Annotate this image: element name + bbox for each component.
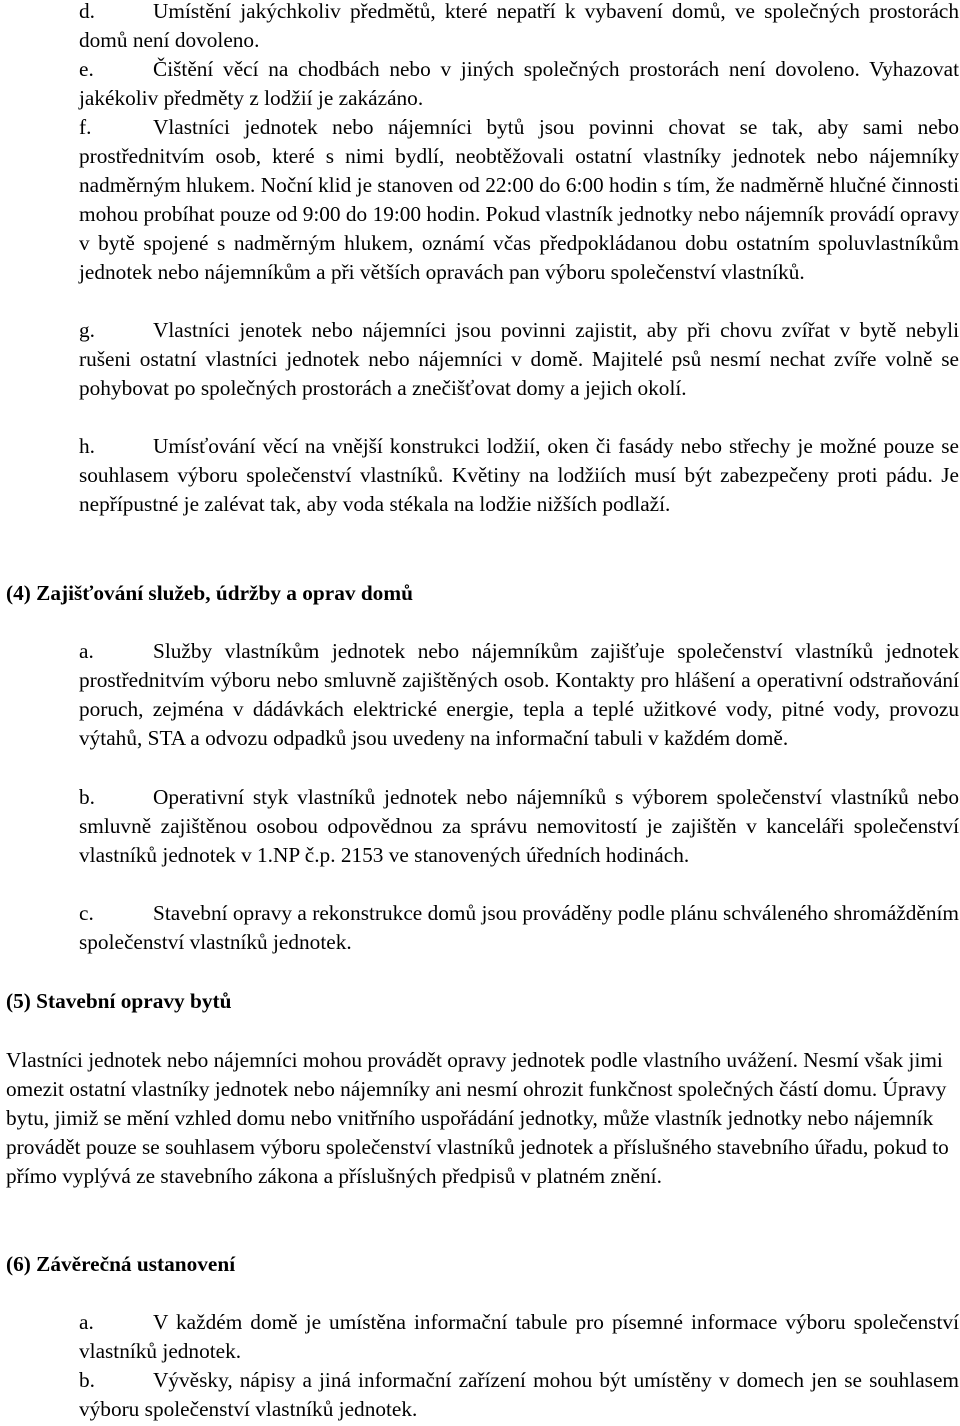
list-item-b <box>79 783 959 870</box>
list-item-text: Stavební opravy a rekonstrukce domů jsou prováděny podle plánu schváleného shromážděním společenství vlastníků jednotek. <box>79 901 959 955</box>
list-item-text: Vlastníci jenotek nebo nájemníci jsou povinni zajistit, aby při chovu zvířat v bytě nebyli rušeni ostatní vlastníci jednotek nebo nájemníci v domě. Majitelé psů nesmí nechat zvíře volně se pohybovat po společných prostorách a znečišťovat domy a jejich okolí. <box>79 318 959 401</box>
section-heading-5: (5) Stavební opravy bytů <box>6 989 232 1013</box>
list-marker: b. <box>79 1368 95 1392</box>
list-item-a <box>79 1308 959 1366</box>
list-item-text: Vývěsky, nápisy a jiná informační zařízení mohou být umístěny v domech jen se souhlasem výboru společenství vlastníků jednotek. <box>79 1368 959 1422</box>
section-paragraph-5: Vlastníci jednotek nebo nájemníci mohou provádět opravy jednotek podle vlastního uvážení. Nesmí však jimi omezit ostatní vlastníky jednotek nebo nájemníky ani nesmí ohrozit funkčnost společných částí domu. Úpravy bytu, jimiž se mění vzhled domu nebo vnitřního uspořádání jednotky, může vlastník jednotky nebo nájemník provádět pouze se souhlasem výboru společenství vlastníků jednotek a příslušného stavebního úřadu, pokud to přímo vyplývá ze stavebního zákona a příslušných předpisů v platném znění. <box>6 1048 949 1189</box>
list-item-g <box>79 316 959 403</box>
list-marker: b. <box>79 785 95 809</box>
list-item-text: Čištění věcí na chodbách nebo v jiných společných prostorách není dovoleno. Vyhazovat jakékoliv předměty z lodžií je zakázáno. <box>79 57 959 111</box>
list-item-f <box>79 113 959 288</box>
list-marker: a. <box>79 1310 94 1334</box>
list-item-d <box>79 0 959 55</box>
list-marker: d. <box>79 0 95 23</box>
list-item-text: Vlastníci jednotek nebo nájemníci bytů jsou povinni chovat se tak, aby sami nebo prostřednitvím osob, které s nimi bydlí, neobtěžovali ostatní vlastníky jednotek nebo nájemníky nadměrným hlukem. Noční klid je stanoven od 22:00 do 6:00 hodin s tím, že nadměrně hlučné činnosti mohou probíhat pouze od 9:00 do 19:00 hodin. Pokud vlastník jednotky nebo nájemník provádí opravy v bytě spojené s nadměrným hlukem, oznámí včas předpokládanou dobu ostatním spoluvlastníkům jednotek nebo nájemníkům a při větších opravách pan výboru společenství vlastníků. <box>79 115 959 285</box>
list-item-e <box>79 55 959 113</box>
list-marker: e. <box>79 57 94 81</box>
list-marker: h. <box>79 434 95 458</box>
list-marker: f. <box>79 115 92 139</box>
list-item-text: Umísťování věcí na vnější konstrukci lodžií, oken či fasády nebo střechy je možné pouze se souhlasem výboru společenství vlastníků. Květiny na lodžiích musí být zabezpečeny proti pádu. Je nepřípustné je zalévat tak, aby voda stékala na lodžie nižších podlaží. <box>79 434 959 517</box>
list-marker: g. <box>79 318 95 342</box>
list-item-a <box>79 637 959 753</box>
list-item-text: Umístění jakýchkoliv předmětů, které nepatří k vybavení domů, ve společných prostorách domů není dovoleno. <box>79 0 959 53</box>
list-item-text: Operativní styk vlastníků jednotek nebo nájemníků s výborem společenství vlastníků nebo smluvně zajištěnou osobou odpovědnou za správu nemovitostí je zajištěn v kanceláři společenství vlastníků jednotek v 1.NP č.p. 2153 ve stanovených úředních hodinách. <box>79 785 959 868</box>
list-item-text: Služby vlastníkům jednotek nebo nájemníkům zajišťuje společenství vlastníků jednotek prostřednitvím výboru nebo smluvně zajištěných osob. Kontakty pro hlášení a operativní odstraňování poruch, zejména v dádávkách elektrické energie, tepla a teplé užitkové vody, pitné vody, provozu výtahů, STA a odvozu odpadků jsou uvedeny na informační tabuli v každém domě. <box>79 639 959 751</box>
list-item-b <box>79 1366 959 1424</box>
list-item-c <box>79 899 959 957</box>
section-heading-4: (4) Zajišťování služeb, údržby a oprav domů <box>6 581 413 605</box>
list-marker: a. <box>79 639 94 663</box>
list-item-h <box>79 432 959 519</box>
list-item-text: V každém domě je umístěna informační tabule pro písemné informace výboru společenství vlastníků jednotek. <box>79 1310 959 1364</box>
section-heading-6: (6) Závěrečná ustanovení <box>6 1252 236 1276</box>
list-marker: c. <box>79 901 94 925</box>
